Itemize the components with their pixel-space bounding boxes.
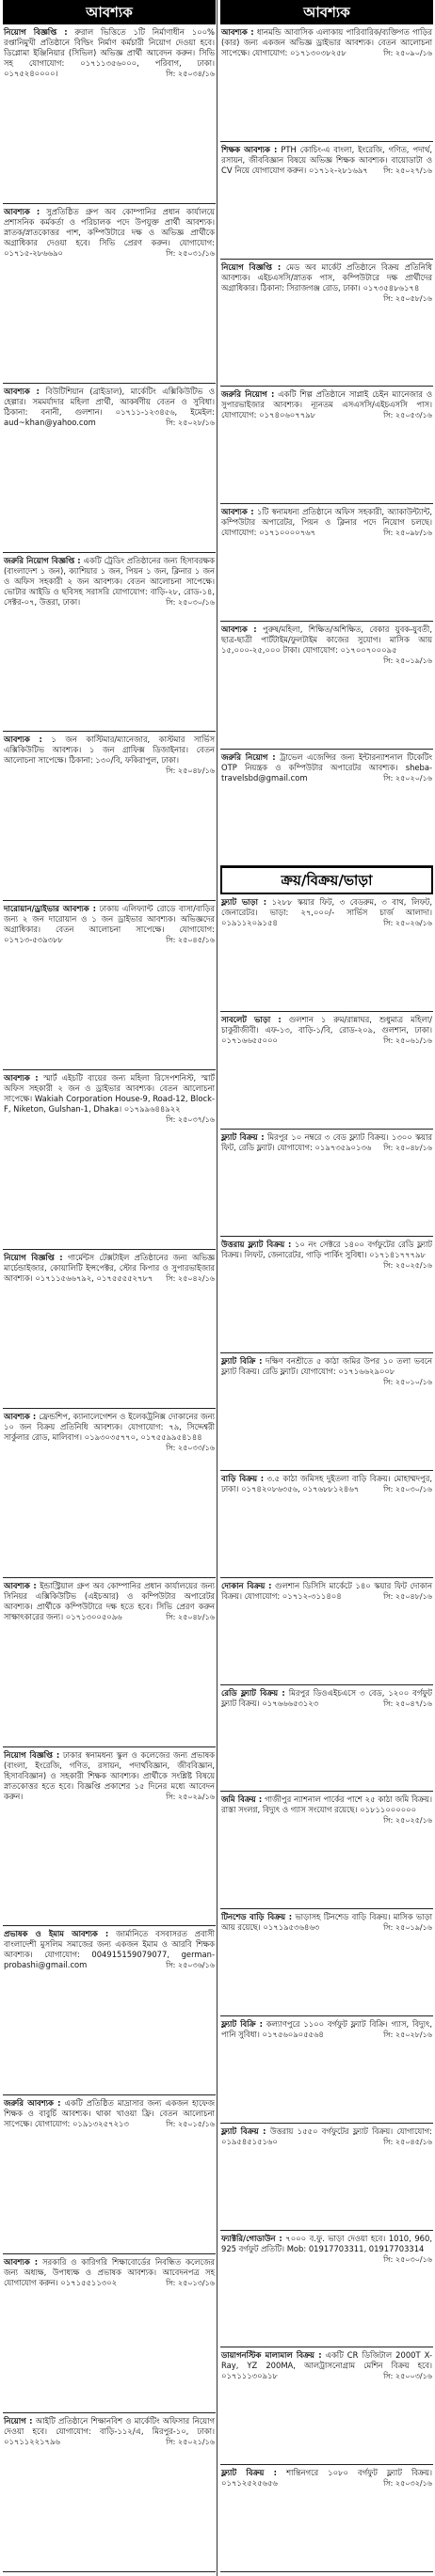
ad-body: একটি প্রতিষ্ঠিত মাদ্রাসার জন্য একজন হাফেজ শিক্ষক ও বাবুর্চি আবশ্যক। থাকা খাওয়া ফ্রি। বেতন আলোচনা সাপেক্ষে। যোগাযোগ: ০১৯১৩২৫৭২১৩ [4, 2098, 215, 2129]
classified-ad [220, 622, 433, 750]
ad-heading: ফ্ল্যাট বিক্রি : [221, 1356, 263, 1367]
classified-ad [220, 387, 433, 504]
ad-code: সি: ২৫০১৫/১৬ [166, 2120, 215, 2129]
ad-body: মেড অব মার্কেট প্রতিষ্ঠানে বিক্রয় প্রতিনিধি আবশ্যক। এইচএসসি/স্নাতক পাস, কম্পিউটারে দক্ষ প্রার্থীদের অগ্রাধিকার। ঠিকানা: সিরাজগঞ্জ রোড, ঢাকা। ০১৭৩৫৪৮৬১৭৪ [221, 261, 432, 292]
ad-heading: ফ্ল্যাট বিক্রি : [221, 2019, 263, 2030]
ad-code: সি: ২৫০২৫/১৬ [383, 1816, 432, 1825]
ad-code: সি: ২৫০৪৫/১৬ [383, 2137, 432, 2146]
right-section-header: আবশ্যক [220, 0, 433, 24]
classified-ad [220, 2124, 433, 2231]
classified-ad [3, 1070, 216, 1250]
ad-heading: আবশ্যক : [221, 27, 254, 37]
ad-body: আইটি প্রতিষ্ঠানে শিক্ষানবিশ ও মার্কেটিং অফিসার নিয়োগ দেওয়া হবে। যোগাযোগ: বাড়ি-১১২/এ, মিরপুর-১০, ঢাকা। ০১৭১১২২১৭৯৬ [4, 2416, 215, 2447]
sale-ads-list [220, 894, 433, 2571]
ad-body: ৩.৫ কাঠা জমিসহ দুইতলা বাড়ি বিক্রয়। মোহাম্মদপুর, ঢাকা। ০১৭৪২০৮৬৩৫৬, ০১৭৬৮৮১২৪৬৭ [221, 1474, 432, 1494]
ad-heading: জমি বিক্রয় : [221, 1794, 263, 1805]
ad-body: জার্মানিতে বসবাসরত প্রবাসী বাংলাদেশী মুসলিম সমাজের জন্য একজন ইমাম ও আরবি শিক্ষক আবশ্যক। যোগাযোগ: 004915159079077, german-probashi@gmail.com [4, 1929, 215, 1970]
ad-body: ফ্রেন্ডশিপ, ক্যানালেগেশন ও ইলেকট্রনিক্স দোকানের জন্য ১০ জন বিক্রয় প্রতিনিধি আবশ্যক। যোগাযোগ: ৭৯, সিদ্দেশ্বরী সার্কুলার রোড, মালিবাগ। ০১৯৩০৩৫৭৭০, ০১৭৫৫৯৯৫৪১৪৪ [4, 1411, 215, 1442]
classified-ad [3, 384, 216, 553]
ad-code: সি: ২৫০৯০/১৬ [383, 49, 432, 57]
ad-code: সি: ২৫০২৮/১৬ [383, 2031, 432, 2040]
classified-ad [3, 1409, 216, 1578]
left-section-header: আবশ্যক [3, 0, 216, 24]
ad-body: ভাড়াসহ টিনশেড বাড়ি বিক্রয়। মাসিক ভাড়া আয় রয়েছে। ০১৭১৯৫৩৬৪৬৩ [221, 1912, 433, 1933]
classified-ad [220, 894, 433, 1012]
ad-heading: আবশ্যক : [4, 206, 40, 216]
ad-code: সি: ২৫০৩৪/১৬ [166, 70, 215, 78]
ad-heading: জরুরি নিয়োগ : [221, 751, 276, 762]
ad-body: ১২৮৮ স্কয়ার ফিট, ৩ বেডরুম, ৩ বাথ, লিফট, জেনারেটর। ভাড়া: ২৭,০০০/- সার্ভিস চার্জ আলাদা। ০১৯১১২০৯১৫৪ [221, 897, 432, 928]
classified-ad [220, 1237, 433, 1354]
classified-ad [220, 2347, 433, 2465]
ad-body: পুরুষ/মহিলা, শিক্ষিত/অশিক্ষিত, বেকার যুবক-যুবতী, ছাত্র-ছাত্রী পার্টটাইম/ফুলটাইম কাজের সুযোগ। মাসিক আয় ১৫,০০০-২৫,০০০ টাকা। যোগাযোগ: ০১৭০০৭০০০৯৫ [221, 624, 432, 655]
classified-ad [220, 142, 433, 260]
ad-code: সি: ২৫০১৯/১৬ [383, 1923, 432, 1933]
ad-code: সি: ২৫০৪৫/১৬ [166, 936, 215, 945]
ad-heading: নিয়োগ বিজ্ঞপ্তি : [221, 261, 282, 272]
ad-code: সি: ২৫০২৯/১৬ [166, 1792, 215, 1801]
classified-ad [3, 553, 216, 733]
ad-heading: আবশ্যক : [4, 386, 40, 396]
ad-body: ইন্ডাস্ট্রিয়াল গ্রুপ অব কোম্পানির প্রধান কার্যালয়ের জন্য সিনিয়র এক্সিকিউটিভ (এইচআর) ও কম্পিউটার অপারেটর আবশ্যক। প্রার্থীকে কম্পিউটারে দক্ষ হতে হবে। সিভি প্রেরণ করুন সাক্ষাৎকারের জন্য। ০১৭১৩০০৫০৯৬ [4, 1580, 215, 1621]
classified-ad [3, 24, 216, 204]
ad-code: সি: ২৫০২৮/১৬ [166, 418, 215, 427]
ad-body: গুলশান ডিসিসি মার্কেটে ১৪০ স্কয়ার ফিট দোকান বিক্রয়। যোগাযোগ: ০১৭১২-৩১১৪০৪ [221, 1580, 432, 1601]
ad-code: সি: ২৫০১৯/১৬ [383, 656, 432, 665]
ad-heading: সাবলেট ভাড়া : [221, 1015, 282, 1025]
ad-code: সি: ২৫০৩৭/১৬ [166, 1115, 215, 1125]
ad-code: সি: ২৫০৪৮/১৬ [166, 766, 215, 776]
ad-code: সি: ২৫০৫৩/১৬ [383, 411, 432, 420]
ad-heading: দোকান বিক্রয় : [221, 1580, 272, 1590]
ad-body: ঢাকায় এলিফ্যান্ট রোডে বাসা/বাড়ির জন্য ২ জন দারোয়ান ও ১ জন ড্রাইভার আবশ্যক। অভিজ্ঞদের অগ্রাধিকার। বেতন আলোচনা সাপেক্ষে। যোগাযোগ: ০১৭১৩-৫৩৯৩৮৮ [4, 904, 215, 945]
ad-heading: আবশ্যক : [221, 507, 254, 517]
ad-heading: ফ্ল্যাট বিক্রয় : [221, 1131, 265, 1142]
classified-ad [3, 1250, 216, 1409]
classified-ad [220, 1909, 433, 2016]
ad-code: সি: ২৫০৪২/১৬ [166, 1274, 215, 1284]
ad-code: সি: ২৫০১০/১৬ [383, 1378, 432, 1387]
ad-body: স্মার্ট এইচটি বায়ের জন্য মহিলা রিসেপশনিস্ট, স্মার্ট অফিস সহকারী ২ জন ও ড্রাইভার আবশ্যক। বেতন আলোচনা সাপেক্ষে। Wakiah Corporation House-9, Road-12, Block-F, Niketon, Gulshan-1, Dhaka। ০১৭৯৯৬৪৪৯২২ [4, 1073, 215, 1114]
ad-code: সি: ২৫০৩০/১৬ [383, 1485, 432, 1494]
classified-ad [220, 504, 433, 622]
ad-code: সি: ২৫০২৫/১৬ [383, 1260, 432, 1270]
ad-body: ঢাকার স্বনামধন্য স্কুল ও কলেজের জন্য প্রভাষক (বাংলা, ইংরেজি, গণিত, রসায়ন, পদার্থবিজ্ঞান, জীববিজ্ঞান, হিসাববিজ্ঞান) ও সহকারী শিক্ষক আবশ্যক। প্রার্থীকে সংশ্লিষ্ট বিষয়ে স্নাতকোত্তর হতে হবে। বিজ্ঞপ্তি প্রকাশের ১৫ দিনের মধ্যে আবেদন করুন। [4, 1749, 215, 1801]
classified-ad [220, 24, 433, 142]
ad-code: সি: ২৫০৪৮/১৬ [383, 1591, 432, 1601]
ad-code: সি: ২৫০৩০/১৬ [166, 597, 215, 607]
ad-heading: প্রভাষক ও ইমাম আবশ্যক : [4, 1929, 109, 1939]
ad-code: সি: ২৫০৬১/১৬ [383, 1036, 432, 1046]
ad-body: বিউটিশিয়ান (ব্রাইডাল), মার্কেটিং এক্সিকিউটিভ ও হেল্পার। সমমর্যাদার মহিলা প্রার্থী, আকর্ষণীয় বেতন ও সুবিধা। ঠিকানা: বনানী, গুলশান। ০১৭১১-১২৩৪৫৬, ইমেইল: aud~khan@yahoo.com [4, 386, 215, 427]
ad-heading: ফ্ল্যাট বিক্রয় : [221, 2468, 278, 2478]
ad-body: গুলশান ১ রুম/রান্নাঘর, শুধুমাত্র মহিলা/চাকুরীজীবী। এফ-১৩, বাড়ি-১/বি, রোড-২০৯, গুলশান, ঢাকা। ০১৭১৬৬৫৫০০০ [221, 1015, 432, 1046]
ad-heading: আবশ্যক : [4, 735, 42, 745]
ad-body: উত্তরায় ১৫৫০ বর্গফুটের ফ্ল্যাট বিক্রয়। যোগাযোগ: ০১৯৫৪৫১৫১৬০ [221, 2126, 432, 2146]
ad-body: ৭০০০ ব.ফু. ভাড়া দেওয়া হবে। 1010, 960, 925 বর্গফুট প্রতিটি। Mob: 01917703311, 01917703314 [221, 2233, 433, 2253]
classified-ad [3, 2254, 216, 2413]
right-ads-list [220, 24, 433, 866]
column-divider [217, 0, 218, 2576]
ad-code: সি: ২৫০২০/১৬ [383, 773, 432, 782]
ad-code: সি: ২৫০২৭/১৬ [383, 166, 432, 175]
classified-ad [220, 1353, 433, 1471]
ad-body: একটি শিল্প প্রতিষ্ঠানে সাপ্লাই চেইন ম্যানেজার ও সুপারভাইজার আবশ্যক। ন্যূনতম এসএসসি/এইচএসসি পাস। যোগাযোগ: ০১৭৪০৬০৭৭৯৮ [221, 389, 432, 420]
ad-body: রুরাল ভিত্তিতে ১টি নির্মাণাধীন ১০০% রপ্তানিমুখী প্রতিষ্ঠানে বিল্ডিং নির্মাণ কর্মচারী নিয়োগ দেওয়া হবে। ডিপ্লোমা ইঞ্জিনিয়ার (সিভিল) অভিজ্ঞ প্রার্থী আবেদন করুন। সিভি সহ যোগাযোগ: ০১৭১১৩৫৬০০০, পরিবাগ, ঢাকা। ০১৭৫২৪০০০০। [4, 27, 215, 78]
left-column [3, 0, 216, 2572]
classified-ad [220, 2231, 433, 2348]
ad-body: সুপ্রতিষ্ঠিত গ্রুপ অব কোম্পানির প্রধান কার্যালয়ে প্রশাসনিক কর্মকর্তা ও পরিচালক পদে উপযুক্ত প্রার্থী আবশ্যক। স্নাতক/স্নাতকোত্তর পাশ, কম্পিউটারে দক্ষ ও অভিজ্ঞ প্রার্থীকে অগ্রাধিকার দেওয়া হবে। সিভি প্রেরণ করুন। যোগাযোগ: ০১৭১৫-২৮৬৬৯০ [4, 206, 215, 258]
ad-code: সি: ২৫০৪৮/১৬ [166, 1612, 215, 1621]
classified-ad [3, 1578, 216, 1747]
ad-code: সি: ২৫০৩১/১৬ [166, 248, 215, 258]
ad-code: সি: ২৫০৩০/১৬ [383, 2254, 432, 2264]
ad-body: PTH কোচিং-এ বাংলা, ইংরেজি, গণিত, পদার্থ, রসায়ন, জীববিজ্ঞান বিষয়ে অভিজ্ঞ শিক্ষক আবশ্যক। বায়োডাটা ও CV নিয়ে যোগাযোগ করুন। ০১৭১২-২৮১৬৯৭ [221, 144, 432, 175]
ad-heading: জরুরি নিয়োগ : [221, 389, 275, 400]
classified-ad [3, 2413, 216, 2572]
ad-heading: টিনশেড বাড়ি বিক্রয় : [221, 1912, 293, 1922]
ad-body: ট্রাভেল এজেন্সির জন্য ইন্টারন্যাশনাল টিকেটিং OTP নিয়ন্ত্রক ও কম্পিউটার অপারেটর আবশ্যক। sheba-travelsbd@gmail.com [221, 751, 432, 782]
ad-body: গাজীপুর ন্যাশনাল পার্কের পাশে ২৫ কাঠা জমি বিক্রয়। রাস্তা সংলগ্ন, বিদ্যুৎ ও গ্যাস সংযোগ রয়েছে। ০১৮১১০০০০০০ [221, 1794, 432, 1815]
ad-code: সি: ২৫০৫৮/১৬ [383, 293, 432, 303]
ad-code: সি: ২৫০৪৮/১৬ [383, 1143, 432, 1152]
classified-ad [220, 1792, 433, 1909]
ad-body: শান্তিনগরে ১০৮০ বর্গফুট ফ্ল্যাট বিক্রয়। ০১৭১২৫২৫৬৫৬ [221, 2468, 432, 2489]
ad-code: সি: ২৫০১৩/১৬ [166, 2279, 215, 2288]
ad-body: মিরপুর ১০ নম্বরে ৩ বেড ফ্ল্যাট বিক্রয়। ১৩০০ স্কয়ার ফিট, রেডি ফ্ল্যাট। যোগাযোগ: ০১৯৭৩৫৯০১৩৬ [221, 1131, 433, 1152]
ad-heading: শিক্ষক আবশ্যক : [221, 144, 278, 154]
ad-body: একটি CR ডিজিটাল 2000T X-Ray, YZ 200MA, আলট্রাসনোগ্রাম মেশিন বিক্রয় হবে। ০১৭১১১৩০৯১৮ [221, 2350, 432, 2381]
ad-heading: নিয়োগ বিজ্ঞপ্তি : [4, 27, 68, 37]
ad-body: সরকারি ও কারিগরি শিক্ষাবোর্ডের নিবন্ধিত কলেজের জন্য অধ্যক্ষ, উপাধ্যক্ষ ও প্রভাষক আবশ্যক। আবেদনপত্র সহ যোগাযোগ করুন। ০১৭১৫৫১১৩০২ [4, 2257, 215, 2288]
ad-heading: আবশ্যক : [221, 624, 257, 634]
classified-ad [220, 1685, 433, 1793]
ad-heading: ডায়াগনস্টিক মালামাল বিক্রয় : [221, 2350, 322, 2361]
ad-code: সি: ২৫০২৬/১৬ [383, 919, 432, 928]
right-column [220, 0, 433, 2572]
ad-heading: নিয়োগ বিজ্ঞপ্তি : [4, 1749, 60, 1760]
ad-code: সি: ২৫০৪৭/১৬ [383, 1699, 432, 1708]
ad-heading: জরুরি আবশ্যক : [4, 2098, 61, 2109]
ad-heading: নিয়োগ বিজ্ঞপ্তি : [4, 1253, 63, 1263]
ad-heading: জরুরি নিয়োগ বিজ্ঞপ্তি : [4, 555, 81, 565]
ad-code: সি: ২৫০৩৬/১৬ [166, 1961, 215, 1970]
ad-heading: আবশ্যক : [4, 1411, 37, 1421]
ad-heading: আবশ্যক : [4, 2257, 39, 2268]
ad-body: মিরপুর ডিওএইচএসে ৩ বেড, ১২০০ বর্গফুট ফ্ল্যাট বিক্রয়। ০১৭৬৬৬৫৩১২৩ [221, 1687, 433, 1708]
classified-ad [220, 1578, 433, 1685]
classified-ad [220, 750, 433, 867]
ad-code: সি: ২৫০০৩/১৬ [383, 2372, 432, 2381]
ad-code: সি: ২৫০৯৮/১৬ [383, 529, 432, 538]
ad-body: একটি ট্রেডিং প্রতিষ্ঠানের জন্য হিসাবরক্ষক (বাংলাদেশ ১ জন), ক্যাশিয়ার ১ জন, পিয়ন ১ জন, ক্লিনার ১ জন ও অফিস সহকারী ২ জন আবশ্যক। বেতন আলোচনা সাপেক্ষে। ভোটার আইডি ও ছবিসহ সরাসরি যোগাযোগ: বাড়ি-২৮, রোড-১৪, সেক্টর-০৭, উত্তরা, ঢাকা। [4, 555, 215, 607]
classified-ad [3, 732, 216, 901]
ad-code: সি: ২৫০৩২/১৬ [383, 2479, 432, 2489]
ad-code: সি: ২৫০৩৩/১৬ [166, 1443, 215, 1452]
classified-ad [3, 2095, 216, 2254]
classified-ad [3, 1926, 216, 2095]
ad-heading: বাড়ি বিক্রয় : [221, 1474, 265, 1484]
ad-body: ১০ নং সেক্টরে ১৪০০ বর্গফুটের রেডি ফ্ল্যাট বিক্রয়। লিফট, জেনারেটর, গাড়ি পার্কিং সুবিধা। ০১৭১৪১৭৭৭৯৮ [221, 1239, 432, 1259]
ad-heading: রেডি ফ্ল্যাট বিক্রয় : [221, 1687, 285, 1698]
buy-sell-rent-header: ক্রয়/বিক্রয়/ভাড়া [220, 866, 433, 894]
ad-heading: ফ্যাক্টরি/গোডাউন : [221, 2233, 282, 2243]
ad-heading: ফ্ল্যাট বিক্রয় : [221, 2126, 266, 2136]
classified-ad [3, 901, 216, 1070]
ad-body: কল্যাণপুরে ১১০০ বর্গফুট ফ্ল্যাট বিক্রি। গ্যাস, বিদ্যুৎ, পানি সুবিধা। ০১৭৫৬০৯০৫৫৬৪ [221, 2019, 432, 2040]
ad-body: ধানমন্ডি আবাসিক এলাকায় পারিবারিক/ব্যক্তিগত গাড়ির (কার) জন্য একজন অভিজ্ঞ ড্রাইভার আবশ্যক। বেতন আলোচনা সাপেক্ষে। যোগাযোগ: ০১৭১৩০৩৮২৫৮ [221, 27, 432, 57]
classified-ad [3, 204, 216, 384]
classified-ad [220, 2016, 433, 2124]
ad-heading: ফ্ল্যাট ভাড়া : [221, 897, 267, 908]
classified-ad [3, 1747, 216, 1927]
ad-heading: উত্তরায় ফ্ল্যাট বিক্রয় : [221, 1239, 292, 1249]
ad-heading: দারোয়ান/ড্রাইভার আবশ্যক : [4, 904, 96, 914]
ad-body: ১টি স্বনামধন্য প্রতিষ্ঠানে অফিস সহকারী, অ্যাকাউন্ট্যান্ট, কম্পিউটার অপারেটর, পিয়ন ও ক্লিনার পদে নিয়োগ চলছে। যোগাযোগ: ০১৭১০০০০৭৬৭ [221, 507, 432, 538]
ad-code: সি: ২৫০২১/১৬ [166, 2438, 215, 2447]
classified-ad [220, 1012, 433, 1130]
ad-heading: আবশ্যক : [4, 1580, 37, 1590]
ad-body: দক্ষিণ বনশ্রীতে ৫ কাঠা জমির উপর ১০ তলা ভবনে ফ্ল্যাট বিক্রয়। রেডি ফ্ল্যাট। যোগাযোগ: ০১৭১৬৬২৯০০৮ [221, 1356, 432, 1377]
classified-ad [220, 1130, 433, 1237]
ad-body: ১ জন কাস্টিমার/ম্যানেজার, কাস্টমার সার্ভিস এক্সিকিউটিভ আবশ্যক। ১ জন গ্রাফিক্স ডিজাইনার। বেতন আলোচনা সাপেক্ষে। ঠিকানা: ১৩০/বি, ফকিরাপুল, ঢাকা। [4, 735, 215, 766]
classified-ad [220, 260, 433, 387]
ad-heading: আবশ্যক : [4, 1073, 39, 1083]
ad-body: গার্মেন্টস টেক্সটাইল প্রতিষ্ঠানের জন্য অভিজ্ঞ মার্চেন্ডাইজার, কোয়ালিটি ইন্সপেক্টর, স্টোর কিপার ও সুপারভাইজার আবশ্যক। ০১৭১১৫৬৬৭৯২, ০১৭৫৫৫৫২৭৮৭ [4, 1253, 215, 1284]
ad-heading: নিয়োগ : [4, 2416, 33, 2426]
classified-ad [220, 2465, 433, 2572]
classified-ad [220, 1471, 433, 1578]
